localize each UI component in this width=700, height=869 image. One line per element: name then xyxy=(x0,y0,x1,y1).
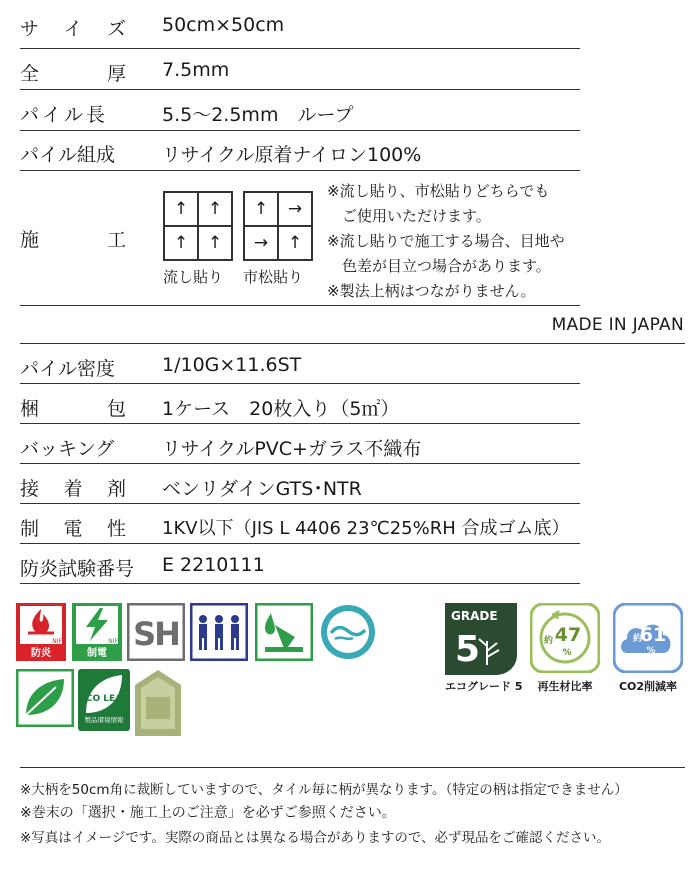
arrow-right-icon: → xyxy=(244,226,278,260)
footnote: ※写真はイメージです。実際の商品とは異なる場合がありますので、必ず現品をご確認ください。 xyxy=(20,830,611,846)
co2-num: 61 xyxy=(639,624,667,646)
static-sub: NIF xyxy=(108,638,118,645)
spec-value: リサイクル原着ナイロン100% xyxy=(162,144,422,166)
install-note: ※流し貼りで施工する場合、目地や xyxy=(327,232,565,250)
install-note: ご使用いただけます。 xyxy=(327,207,491,225)
ecoleaf-title: ECO LEAF xyxy=(79,694,129,704)
pattern-checker-caption: 市松貼り xyxy=(243,268,304,286)
arrow-up-icon: ↑ xyxy=(278,226,312,260)
grade-top: GRADE xyxy=(451,609,498,623)
spec-value: 7.5mm xyxy=(162,59,230,81)
install-note: ※流し貼り、市松貼りどちらでも xyxy=(327,182,550,200)
recycled-prefix: 約 xyxy=(544,636,554,646)
footnote: ※大柄を50cm角に裁断していますので、タイル毎に柄が異なります。（特定の柄は指定できません） xyxy=(20,782,628,798)
green-label-plus-icon xyxy=(134,669,182,737)
spec-label: 接 着 剤 xyxy=(20,478,126,500)
arrow-up-icon: ↑ xyxy=(198,192,232,226)
eco-leaf-icon xyxy=(78,669,130,731)
pattern-straight-diagram xyxy=(163,191,233,261)
spec-label: 全 厚 xyxy=(20,63,126,85)
washable-icon xyxy=(319,603,377,661)
spec-label: パイル組成 xyxy=(20,144,116,166)
arrow-up-icon: ↑ xyxy=(164,192,198,226)
spec-value: リサイクルPVC+ガラス不織布 xyxy=(162,438,422,460)
spec-row-antistatic xyxy=(20,504,580,544)
spec-row-packing xyxy=(20,384,580,424)
recycled-ratio-caption: 再生材比率 xyxy=(537,680,593,693)
grade-num: 5 xyxy=(455,629,481,670)
spec-label: パイル長 xyxy=(20,104,109,126)
fire-sub: NIF xyxy=(52,638,62,645)
pattern-checker-diagram xyxy=(243,191,313,261)
spec-row-pile-composition xyxy=(20,131,580,171)
footnote: ※巻末の「選択・施工上のご注意」を必ずご参照ください。 xyxy=(20,805,396,821)
co2-prefix: 約 xyxy=(633,634,643,644)
made-in-label: MADE IN JAPAN xyxy=(551,315,684,335)
recycled-num: 47 xyxy=(554,624,582,646)
eco-grade-caption: エコグレード 5 xyxy=(445,680,523,693)
spec-row-fire-test xyxy=(20,544,580,584)
eco-grade-icon xyxy=(445,603,517,675)
spec-row-pile-density xyxy=(20,344,580,384)
static-text: 制電 xyxy=(87,648,107,659)
arrow-up-icon: ↑ xyxy=(244,192,278,226)
spec-label: サ イ ズ xyxy=(20,18,126,40)
spec-label: 制 電 性 xyxy=(20,518,126,540)
co2-unit: % xyxy=(646,646,656,656)
arrow-up-icon: ↑ xyxy=(164,226,198,260)
pattern-straight-caption: 流し貼り xyxy=(163,268,224,286)
recycled-unit: % xyxy=(562,648,572,658)
stain-resistant-icon xyxy=(255,603,313,661)
ecoleaf-sub: 製品環境情報 xyxy=(84,716,124,724)
spec-value: 50cm×50cm xyxy=(162,14,285,36)
fire-text: 防炎 xyxy=(31,648,51,659)
co2-reduction-caption: CO2削減率 xyxy=(618,680,678,693)
spec-row-backing xyxy=(20,424,580,464)
spec-value: 1/10G×11.6ST xyxy=(162,354,302,376)
spec-value: ベンリダインGTS･NTR xyxy=(162,478,362,500)
fire-retardant-icon xyxy=(16,603,66,661)
co2-reduction-icon xyxy=(613,603,683,673)
spec-value: 5.5〜2.5mm ループ xyxy=(162,104,354,126)
spec-row-adhesive xyxy=(20,464,580,504)
spec-value: 1KV以下（JIS L 4406 23℃25%RH 合成ゴム底） xyxy=(162,518,570,539)
heavy-traffic-icon xyxy=(190,603,248,661)
arrow-right-icon: → xyxy=(278,192,312,226)
spec-row-size xyxy=(20,0,580,49)
install-note: ※製法上柄はつながりません。 xyxy=(327,282,536,300)
sh-text: SH xyxy=(133,615,179,653)
spec-value: E 2210111 xyxy=(162,554,265,576)
spec-label: バッキング xyxy=(20,438,115,460)
sh-mark-icon xyxy=(127,603,185,661)
recycled-ratio-icon xyxy=(530,603,600,673)
green-leaf-icon xyxy=(16,669,74,727)
install-note: 色差が目立つ場合があります。 xyxy=(327,257,551,275)
spec-label: パイル密度 xyxy=(20,358,116,380)
antistatic-icon xyxy=(72,603,122,661)
spec-label: 梱 包 xyxy=(20,398,126,420)
spec-label: 防炎試験番号 xyxy=(20,558,135,580)
arrow-up-icon: ↑ xyxy=(198,226,232,260)
spec-row-thickness xyxy=(20,49,580,90)
spec-row-pile-length xyxy=(20,90,580,131)
divider xyxy=(20,767,685,768)
spec-value: 1ケース 20枚入り（5㎡） xyxy=(162,398,400,420)
install-label: 施 工 xyxy=(20,229,126,251)
